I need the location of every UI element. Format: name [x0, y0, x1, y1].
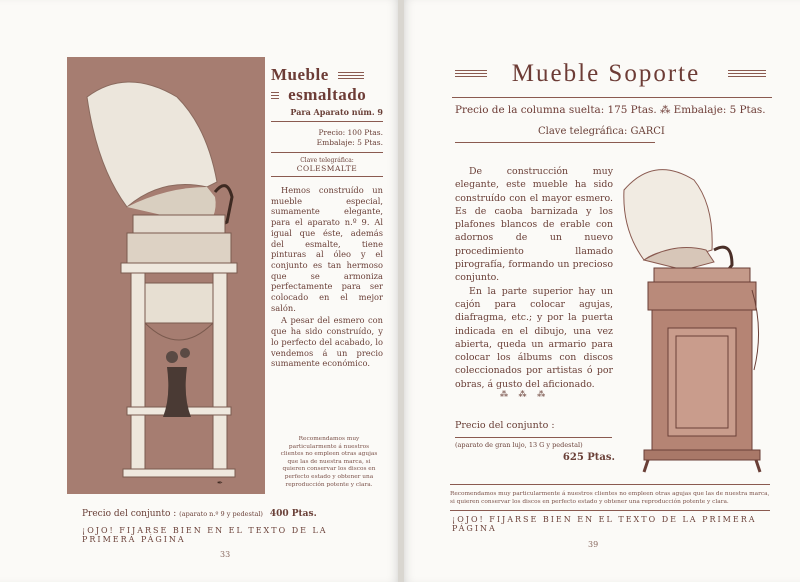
title-underline	[452, 97, 772, 98]
left-footer-aparato: (aparato n.º 9 y pedestal)	[179, 510, 263, 518]
left-footer-price: 400 Ptas.	[269, 509, 317, 519]
right-title: Mueble Soporte	[511, 60, 701, 87]
left-clave-label: Clave telegráfica:	[300, 157, 354, 164]
divider	[271, 176, 383, 177]
right-ojo: ¡OJO! FIJARSE BIEN EN EL TEXTO DE LA PRIMERA PÁGINA	[452, 515, 757, 533]
left-title-line1: Mueble	[271, 65, 329, 84]
left-body-2: A pesar del esmero con que ha sido construído, y lo perfecto del acabado, lo vendemos á un precio sumamente económico.	[271, 315, 383, 369]
divider	[271, 152, 383, 153]
title-ornament-left	[271, 91, 279, 101]
left-footer-precio: Precio del conjunto :	[82, 509, 177, 519]
left-title-line2: esmaltado	[288, 85, 367, 104]
right-price-line: Precio de la columna suelta: 175 Ptas. ⁂ Embalaje: 5 Ptas.	[455, 104, 766, 116]
left-subtitle: Para Aparato núm. 9	[290, 107, 383, 117]
ornament: ⁂ ⁂ ⁂	[500, 390, 550, 399]
left-footer	[82, 509, 382, 519]
left-ojo: ¡OJO! FIJARSE BIEN EN EL TEXTO DE LA PRIMERA PÁGINA	[82, 526, 328, 544]
svg-text:✒: ✒	[217, 479, 223, 487]
divider	[271, 121, 383, 122]
title-ornament	[338, 71, 364, 81]
right-total-price: 625 Ptas.	[562, 452, 615, 463]
left-body-1: Hemos construído un mueble especial, sumamente elegante, para el aparato n.º 9. Al igual que éste, además del esmalte, tiene pinturas al óleo y el conjunto es tan hermoso que se armoniza perfectamente para ser colocado en el mejor salón.	[271, 185, 383, 313]
right-note: Recomendamos muy particularmente á nuestros clientes no empleen otras agujas que las de nuestra marca, si quieren conservar los discos en perfecto estado y obtener una reproducción potente y clara.	[450, 491, 770, 505]
left-packing: Embalaje: 5 Ptas.	[316, 138, 383, 147]
right-aparato: (aparato de gran lujo, 13 G y pedestal)	[455, 441, 583, 449]
left-price: Precio: 100 Ptas.	[318, 128, 383, 137]
left-page-number: 33	[220, 550, 231, 559]
left-note: Recomendamos muy particularmente á nuestros clientes no empleen otras agujas que las de nuestra marca, si quieren conservar los discos en perfecto estado y obtener una reproducción potente y clara.	[280, 436, 378, 488]
left-clave-word: COLESMALTE	[296, 164, 358, 173]
left-text-column	[271, 57, 383, 494]
divider	[455, 437, 612, 438]
right-body-2: En la parte superior hay un cajón para colocar agujas, diafragma, etc.; y por la puerta indicada en el dibujo, una vez abierta, queda un armario para colocar los álbums con discos coleccionados por artistas ó por obras, á gusto del aficionado.	[455, 285, 613, 390]
divider	[455, 142, 655, 143]
right-clave: Clave telegráfica: GARCI	[538, 126, 665, 137]
cabinet-gramophone-illustration	[614, 150, 764, 480]
divider	[450, 484, 770, 485]
right-precio-label: Precio del conjunto :	[455, 420, 555, 431]
right-page-number: 39	[588, 540, 599, 549]
book-spine	[398, 0, 404, 582]
divider	[450, 510, 770, 511]
gramophone-photo	[67, 57, 265, 494]
right-body	[455, 165, 613, 391]
right-body-1: De construcción muy elegante, este mueble ha sido construído con el mayor esmero. Es de caoba barnizada y los plafones blancos de erable con adornos de un nuevo procedimiento llamado pirografía, formando un precioso conjunto.	[455, 166, 613, 284]
